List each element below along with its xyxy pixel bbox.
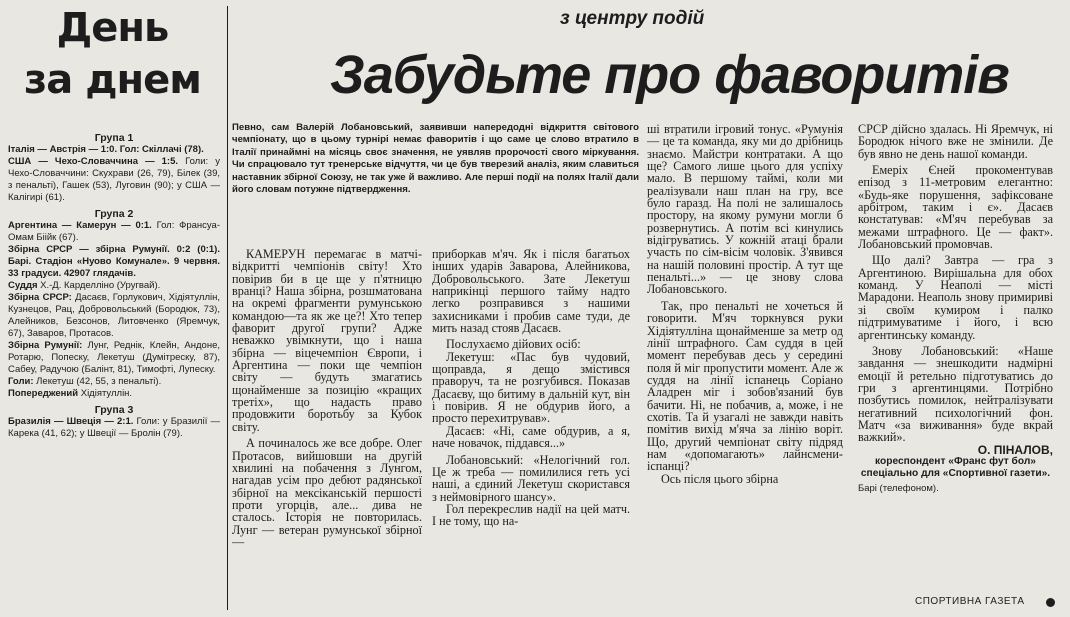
match-header: Збірна СРСР — збірна Румунії. 0:2 (0:1). Барі. Стадіон «Нуово Комунале». 9 червня. 33 градуси. 42907 глядачів.: [8, 244, 220, 279]
match-referee: Суддя Х.-Д. Карделліно (Уругвай).: [8, 280, 161, 291]
article-column-3: [647, 123, 843, 599]
paragraph: Що далі? Завтра — гра з Аргентиною. Вирішальна для обох команд. У Неаполі — місті Марадони. Неаполь знову примириві зі своїм кумиром і палко підтримуватиме і його, і всю аргентинську команду.: [858, 253, 1053, 342]
article-column-4: [858, 123, 1053, 599]
article-column-2: [432, 248, 630, 598]
masthead-line-1: День: [56, 5, 169, 51]
group-1-result-2: США — Чехо-Словаччина — 1:5. Голи: у Чехо-Словаччини: Скухрави (26, 79), Білек (39, з пенальті), Гашек (53), Луговин (90); у США — Калігирі (61).: [8, 156, 220, 203]
romania-lineup: Збірна Румунії: Лунг, Реднік, Клейн, Андоне, Ротарю, Попеску, Лекетуш (Думітреску, 87), Сабеу, Радучою (Балінт, 81), Тимофті, Лупеску.: [8, 340, 220, 375]
footer-publication: СПОРТИВНА ГАЗЕТА: [915, 596, 1025, 607]
group-3-result-1: Бразилія — Швеція — 2:1. Голи: у Бразилії — Карека (41, 62); у Швеції — Бролін (79).: [8, 416, 220, 439]
paragraph: Лекетуш: «Пас був чудовий, щоправда, я дещо змістився праворуч, та не розгубився. Показав Дасаєву, що битиму в дальній кут, він і повірив. Я не обдурив його, а просто перехитрував».: [432, 349, 630, 426]
paragraph: ші втратили ігровий тонус. «Румунія — це та команда, яку ми до дрібниць знаємо. Майстри контратаки. А що ще? Самого лише цього для успіху мало. В першому таймі, коли ми реалізували наш план на гру, все було гаразд. На полі не залишалось простору, на якому румуни могли б розвернутись. А потім всі кинулись відігруватись. У кожній атаці брали участь по сім-вісім чоловік. З'явився на нашій половині простір. А тут ще пенальті...» — це знову слова Лобановського.: [647, 123, 843, 297]
dateline: Барі (телефоном).: [858, 482, 939, 494]
author-role: кореспондент «Франс фут бол» спеціально для «Спортивної газети».: [860, 455, 1051, 479]
paragraph: Ось після цього збірна: [661, 471, 779, 486]
paragraph: А починалось же все добре. Олег Протасов, вийшовши на другій хвилині на побачення з Лунгом, нагадав усім про дебют радянської збірної на мексіканській першості проти угорців, але... дива не сталось. Історія не повторилась. Лунг — ветеран румунської збірної —: [232, 436, 422, 549]
paragraph: Дасаєв: «Ні, саме обдурив, а я, наче новачок, піддався...»: [432, 423, 630, 451]
paragraph: Знову Лобановський: «Наше завдання — знешкодити надмірні емоції й ретельно підготуватись до гри з аргентинцями. Потрібно позбутись помилок, нейтралізувати негативний психологічний фон. Матч «за виживання» буде вкрай важкий».: [858, 343, 1053, 445]
group-1-title: Група 1: [94, 132, 134, 144]
paragraph: СРСР дійсно здалась. Ні Яремчук, ні Бородюк нічого вже не змінили. Де був явно не день нашої команди.: [858, 123, 1053, 161]
group-1-result-1: Італія — Австрія — 1:0. Гол: Скіллачі (78).: [8, 144, 204, 155]
paragraph: Так, про пенальті не хочеться й говорити. М'яч торкнувся руки Хідіятулліна щонайменше за метр од лінії штрафного. Сам суддя в цей момент перебував десь у середині поля й міг пропустити момент. Але ж суддя на лінії іспанець Соріано Аладрен міг і зобов'язаний був бачити. Ні, не побачив, а, може, і не схотів. Та й узагалі не завжди навіть помітив вихід м'яча за лінію воріт. Що, другий чемпіонат світу підряд нам «допомагають» лайнсмени-іспанці?: [647, 298, 843, 474]
paragraph: приборкав м'яч. Як і після багатьох інших ударів Заварова, Алейникова, Добровольського. Зате Лекетуш наприкінці першого тайму надто легко розправився з нашими захисниками і пробив саме туди, де мить назад стояв Дасаєв.: [432, 248, 630, 336]
group-2-title: Група 2: [94, 208, 134, 220]
masthead: [20, 2, 205, 106]
author-name: О. ПІНАЛОВ,: [977, 442, 1053, 457]
masthead-divider: [227, 6, 228, 610]
paragraph: Емеріх Єней прокоментував епізод з 11-метровим елегантно: «Будь-яке порушення, зафіксоване арбітром, таким і є». Дасаєв констатував: «М'яч перебував за межами штрафного. Це — факт». Лобановський промовчав.: [858, 163, 1053, 252]
lead-paragraph: Певно, сам Валерій Лобановський, заявивши напередодні відкриття світового чемпіонату, що в цьому турнірі немає фаворитів і що саме це слово втратило в Італії принаймні на місяць своє значення, не уявляв пророчості свого міркування. Чи спрацювало тут тренерське відчуття, чи це був тверезий аналіз, яким славиться наставник збірної Союзу, не так уже й важливо. Але перші події на полях Італії дали його словам потужне підтвердження.: [232, 122, 639, 196]
paragraph: Послухаємо дійових осіб:: [446, 337, 581, 352]
page-title: Забудьте про фаворитів: [330, 45, 1009, 105]
group-3-title: Група 3: [94, 404, 134, 416]
results-column: [8, 128, 220, 612]
section-label: з центру подій: [560, 8, 705, 29]
match-booking: Попереджений Хідіятуллін.: [8, 388, 133, 399]
ussr-lineup: Збірна СРСР: Дасаєв, Горлукович, Хідіятуллін, Кузнецов, Рац, Добровольський (Бородюк, 73), Алейников, Безсонов, Литовченко (Яремчук, 67), Заваров, Протасов.: [8, 292, 220, 339]
match-goals: Голи: Лекетуш (42, 55, з пенальті).: [8, 376, 162, 387]
paragraph: Лобановський: «Нелогічний гол. Це ж треба — помилилися геть усі наші, а єдиний Лекетуш скористався з неймовірного шансу».: [432, 452, 630, 504]
masthead-line-2: за днем: [24, 57, 201, 103]
group-2-result-1: Аргентина — Камерун — 0:1. Гол: Франсуа-Омам Біійк (67).: [8, 220, 220, 243]
footer-bullet-icon: [1046, 598, 1055, 607]
paragraph: КАМЕРУН перемагає в матчі-відкритті чемпіонів світу! Хто повірив би в це ще у п'ятницю вранці? Наша збірна, розшматована на окремі фрагменти румунською командою—та як же це?! Хто тепер фаворит другої групи? Адже неважко увімкнути, що і наша збірна — віцечемпіон Європи, і Аргентина — поки ще чемпіон світу — будуть змагатись щонайменше за позицію «кращих третіх», що надасть право продовжити боротьбу за Кубок світу.: [232, 248, 422, 434]
paragraph: Гол перекреслив надії на цей матч. І не тому, що на-: [432, 501, 630, 529]
article-column-1: [232, 248, 422, 598]
